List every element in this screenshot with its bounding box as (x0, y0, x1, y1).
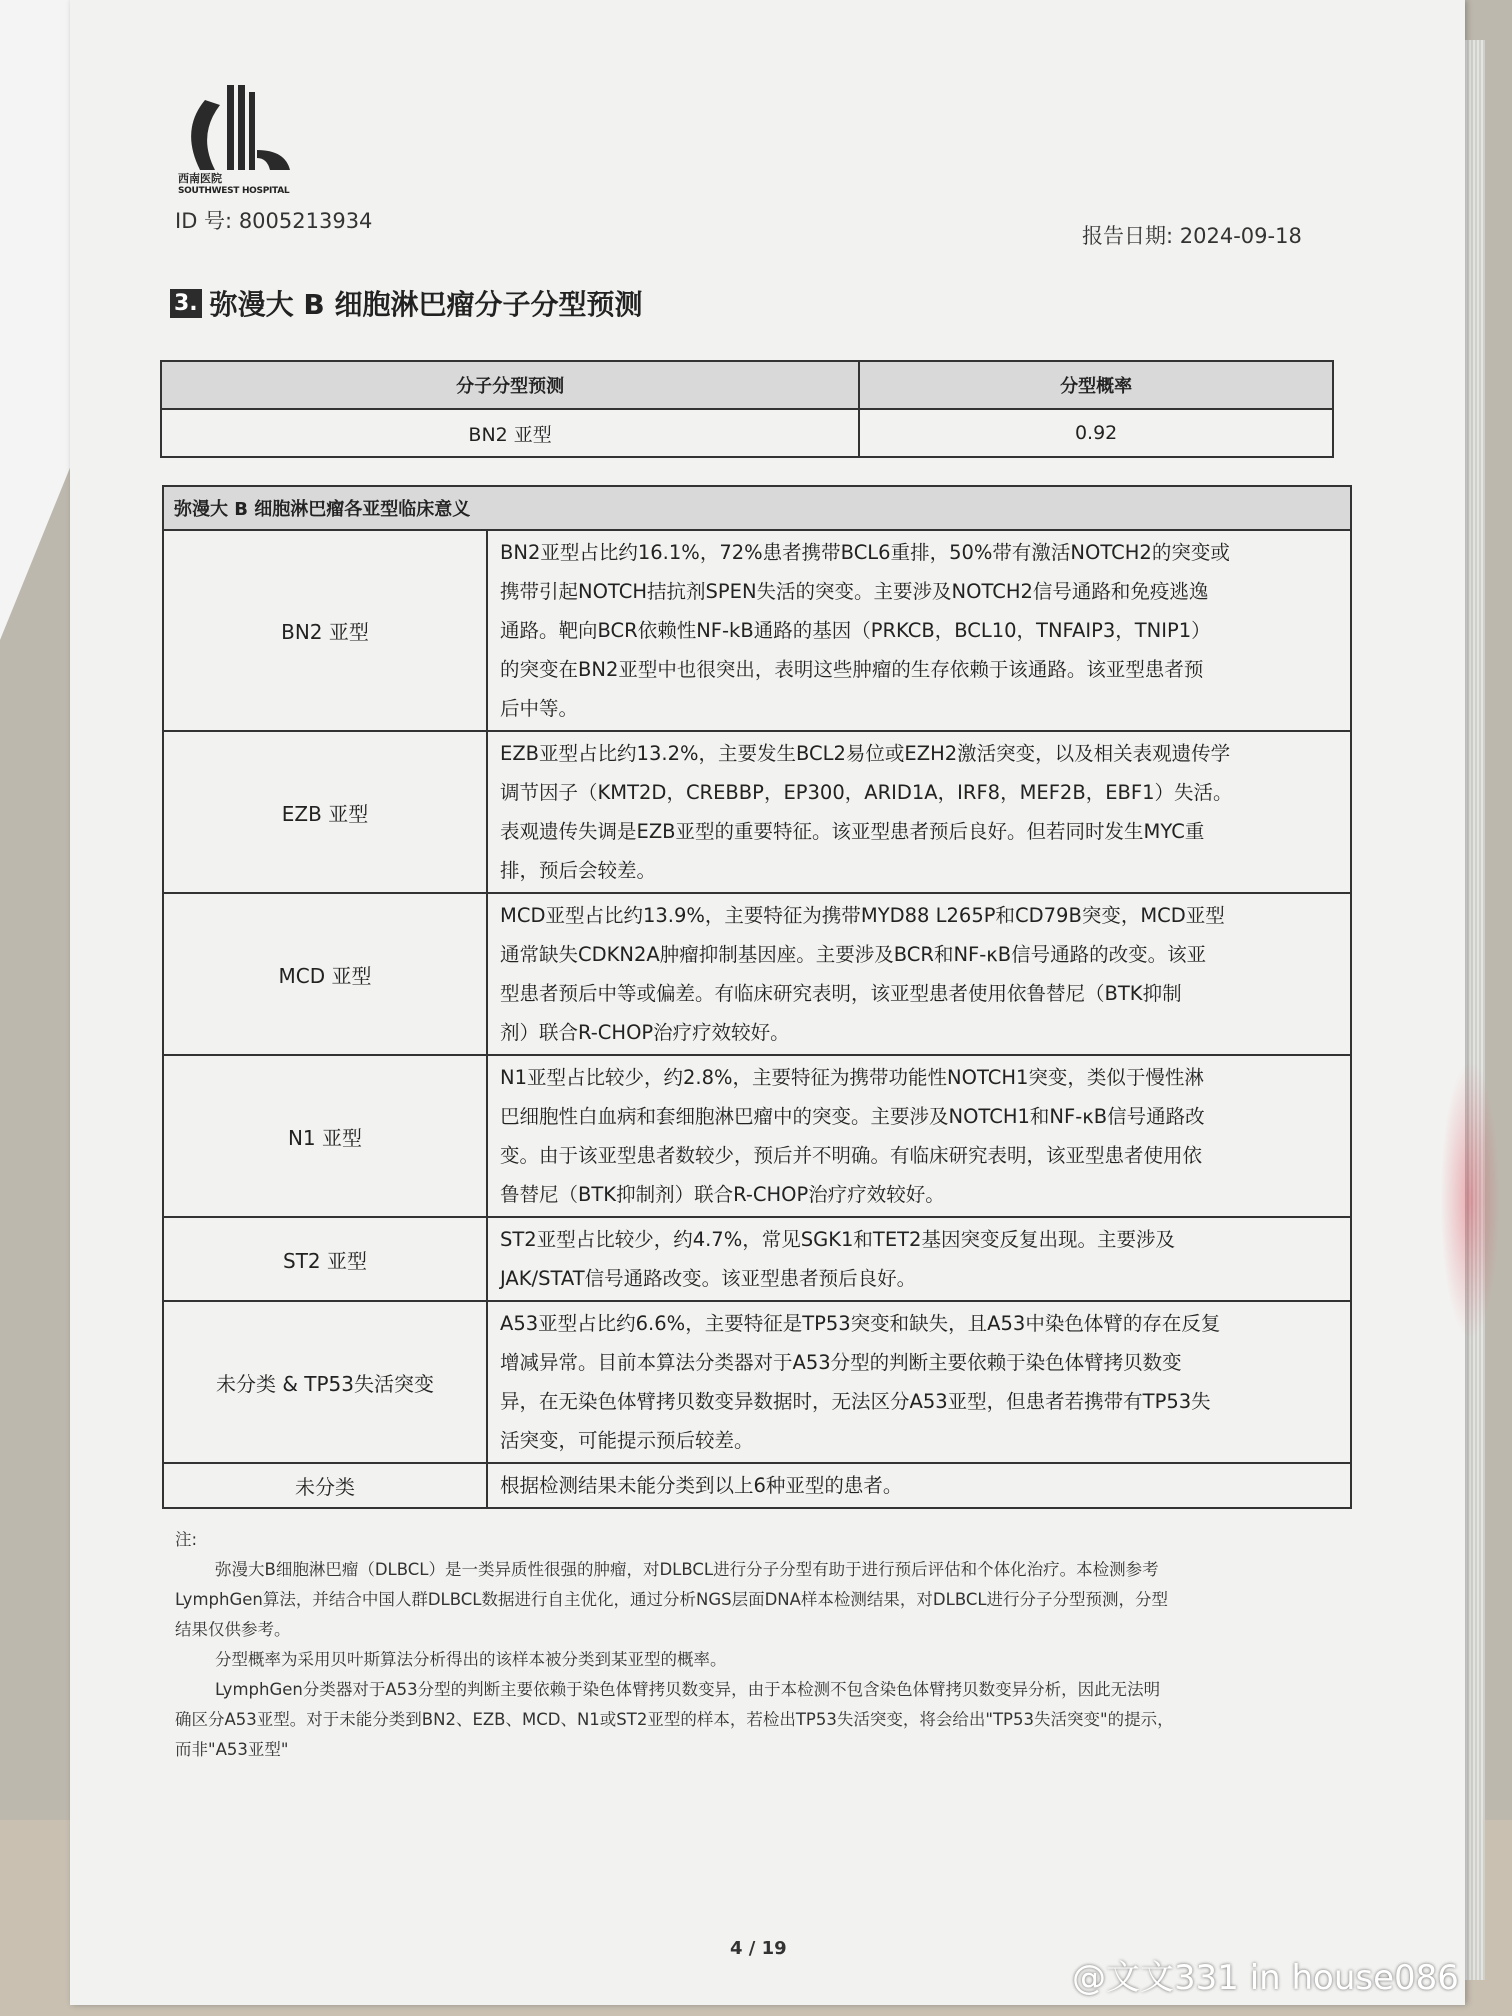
subtype-name: ST2 亚型 (163, 1217, 487, 1301)
note-line: 结果仅供参考。 (175, 1620, 291, 1639)
id-value: 8005213934 (238, 209, 373, 233)
subtype-name: BN2 亚型 (163, 530, 487, 731)
date-value: 2024-09-18 (1179, 224, 1302, 248)
note-line: 分型概率为采用贝叶斯算法分析得出的该样本被分类到某亚型的概率。 (215, 1650, 727, 1669)
note-paragraph (175, 1555, 1350, 1645)
description-line: 变。由于该亚型患者数较少，预后并不明确。有临床研究表明，该亚型患者使用依 (500, 1144, 1203, 1167)
description-line: 表观遗传失调是EZB亚型的重要特征。该亚型患者预后良好。但若同时发生MYC重 (500, 820, 1205, 843)
description-line: 携带引起NOTCH拮抗剂SPEN失活的突变。主要涉及NOTCH2信号通路和免疫逃逸 (500, 580, 1209, 603)
table-row (163, 893, 1351, 1055)
description-line: 活突变，可能提示预后较差。 (500, 1429, 754, 1452)
patient-id (175, 205, 372, 235)
subtype-description (487, 893, 1351, 1055)
notes-label: 注: (175, 1530, 198, 1549)
description-line: 通常缺失CDKN2A肿瘤抑制基因座。主要涉及BCR和NF-κB信号通路的改变。该亚 (500, 943, 1207, 966)
description-line: 调节因子（KMT2D，CREBBP，EP300，ARID1A，IRF8，MEF2B，EBF1）失活。 (500, 781, 1233, 804)
subtype-name: EZB 亚型 (163, 731, 487, 893)
description-line: 增减异常。目前本算法分类器对于A53分型的判断主要依赖于染色体臂拷贝数变 (500, 1351, 1182, 1374)
description-line: 剂）联合R-CHOP治疗疗效较好。 (500, 1021, 790, 1044)
header-probability: 分型概率 (859, 361, 1333, 409)
subtype-description (487, 530, 1351, 731)
predicted-probability: 0.92 (859, 409, 1333, 457)
description-line: 鲁替尼（BTK抑制剂）联合R-CHOP治疗疗效较好。 (500, 1183, 945, 1206)
section-title (170, 285, 643, 321)
description-line: 通路。靶向BCR依赖性NF-kB通路的基因（PRKCB，BCL10，TNFAIP3，TNIP1） (500, 619, 1211, 642)
notes (175, 1525, 1350, 1765)
subtype-description (487, 1055, 1351, 1217)
description-line: MCD亚型占比约13.9%，主要特征为携带MYD88 L265P和CD79B突变，MCD亚型 (500, 904, 1225, 927)
table-title: 弥漫大 B 细胞淋巴瘤各亚型临床意义 (163, 486, 1351, 530)
table-row (163, 1463, 1351, 1508)
note-line: LymphGen算法，并结合中国人群DLBCL数据进行自主优化，通过分析NGS层面DNA样本检测结果，对DLBCL进行分子分型预测，分型 (175, 1590, 1169, 1609)
description-line: A53亚型占比约6.6%，主要特征是TP53突变和缺失，且A53中染色体臂的存在反复 (500, 1312, 1221, 1335)
table-row (163, 1217, 1351, 1301)
date-label: 报告日期: (1082, 224, 1174, 248)
description-line: 后中等。 (500, 697, 579, 720)
note-line: 弥漫大B细胞淋巴瘤（DLBCL）是一类异质性很强的肿瘤，对DLBCL进行分子分型有助于进行预后评估和个体化治疗。本检测参考 (215, 1560, 1159, 1579)
section-number: 3. (170, 289, 202, 318)
table-title-row (163, 486, 1351, 530)
table-row (163, 530, 1351, 731)
table-header-row (161, 361, 1333, 409)
table-row (163, 731, 1351, 893)
description-line: 巴细胞性白血病和套细胞淋巴瘤中的突变。主要涉及NOTCH1和NF-κB信号通路改 (500, 1105, 1205, 1128)
section-heading: 弥漫大 B 细胞淋巴瘤分子分型预测 (209, 288, 643, 321)
subtype-name: N1 亚型 (163, 1055, 487, 1217)
red-stamp-mark (1440, 1060, 1500, 1340)
description-line: 异，在无染色体臂拷贝数变异数据时，无法区分A53亚型，但患者若携带有TP53失 (500, 1390, 1211, 1413)
note-paragraph (175, 1675, 1350, 1765)
subtype-name: MCD 亚型 (163, 893, 487, 1055)
notes-paragraphs (175, 1555, 1350, 1765)
note-line: LymphGen分类器对于A53分型的判断主要依赖于染色体臂拷贝数变异，由于本检测不包含染色体臂拷贝数变异分析，因此无法明 (215, 1680, 1161, 1699)
note-line: 而非"A53亚型" (175, 1740, 289, 1759)
description-line: N1亚型占比较少，约2.8%，主要特征为携带功能性NOTCH1突变，类似于慢性淋 (500, 1066, 1204, 1089)
table-row (163, 1055, 1351, 1217)
subtype-description (487, 1463, 1351, 1508)
subtype-description (487, 731, 1351, 893)
note-line: 确区分A53亚型。对于未能分类到BN2、EZB、MCD、N1或ST2亚型的样本，若检出TP53失活突变，将会给出"TP53失活突变"的提示， (175, 1710, 1174, 1729)
subtype-significance-table (162, 485, 1352, 1509)
table-row (163, 1301, 1351, 1463)
description-line: 的突变在BN2亚型中也很突出，表明这些肿瘤的生存依赖于该通路。该亚型患者预 (500, 658, 1204, 681)
page-stack-edge (1465, 40, 1485, 1980)
subtype-rows (163, 530, 1351, 1508)
description-line: JAK/STAT信号通路改变。该亚型患者预后良好。 (500, 1267, 917, 1290)
subtype-description (487, 1301, 1351, 1463)
note-paragraph (175, 1645, 1350, 1675)
description-line: ST2亚型占比较少，约4.7%，常见SGK1和TET2基因突变反复出现。主要涉及 (500, 1228, 1175, 1251)
description-line: EZB亚型占比约13.2%，主要发生BCL2易位或EZH2激活突变，以及相关表观遗传学 (500, 742, 1231, 765)
subtype-description (487, 1217, 1351, 1301)
description-line: 型患者预后中等或偏差。有临床研究表明，该亚型患者使用依鲁替尼（BTK抑制 (500, 982, 1182, 1005)
id-label: ID 号: (175, 209, 233, 233)
subtype-name: 未分类 & TP53失活突变 (163, 1301, 487, 1463)
prediction-table (160, 360, 1334, 458)
watermark: @文文331 in house086 (1072, 1958, 1459, 1998)
logo-cn-text: 西南医院 (178, 172, 222, 185)
page-number: 4 / 19 (730, 1938, 787, 1959)
description-line: BN2亚型占比约16.1%，72%患者携带BCL6重排，50%带有激活NOTCH2的突变或 (500, 541, 1230, 564)
header-subtype-prediction: 分子分型预测 (161, 361, 859, 409)
report-date (1082, 220, 1302, 250)
description-line: 根据检测结果未能分类到以上6种亚型的患者。 (500, 1474, 903, 1497)
subtype-name: 未分类 (163, 1463, 487, 1508)
predicted-subtype: BN2 亚型 (161, 409, 859, 457)
logo-en-text: SOUTHWEST HOSPITAL (178, 186, 290, 196)
table-row (161, 409, 1333, 457)
description-line: 排，预后会较差。 (500, 859, 657, 882)
